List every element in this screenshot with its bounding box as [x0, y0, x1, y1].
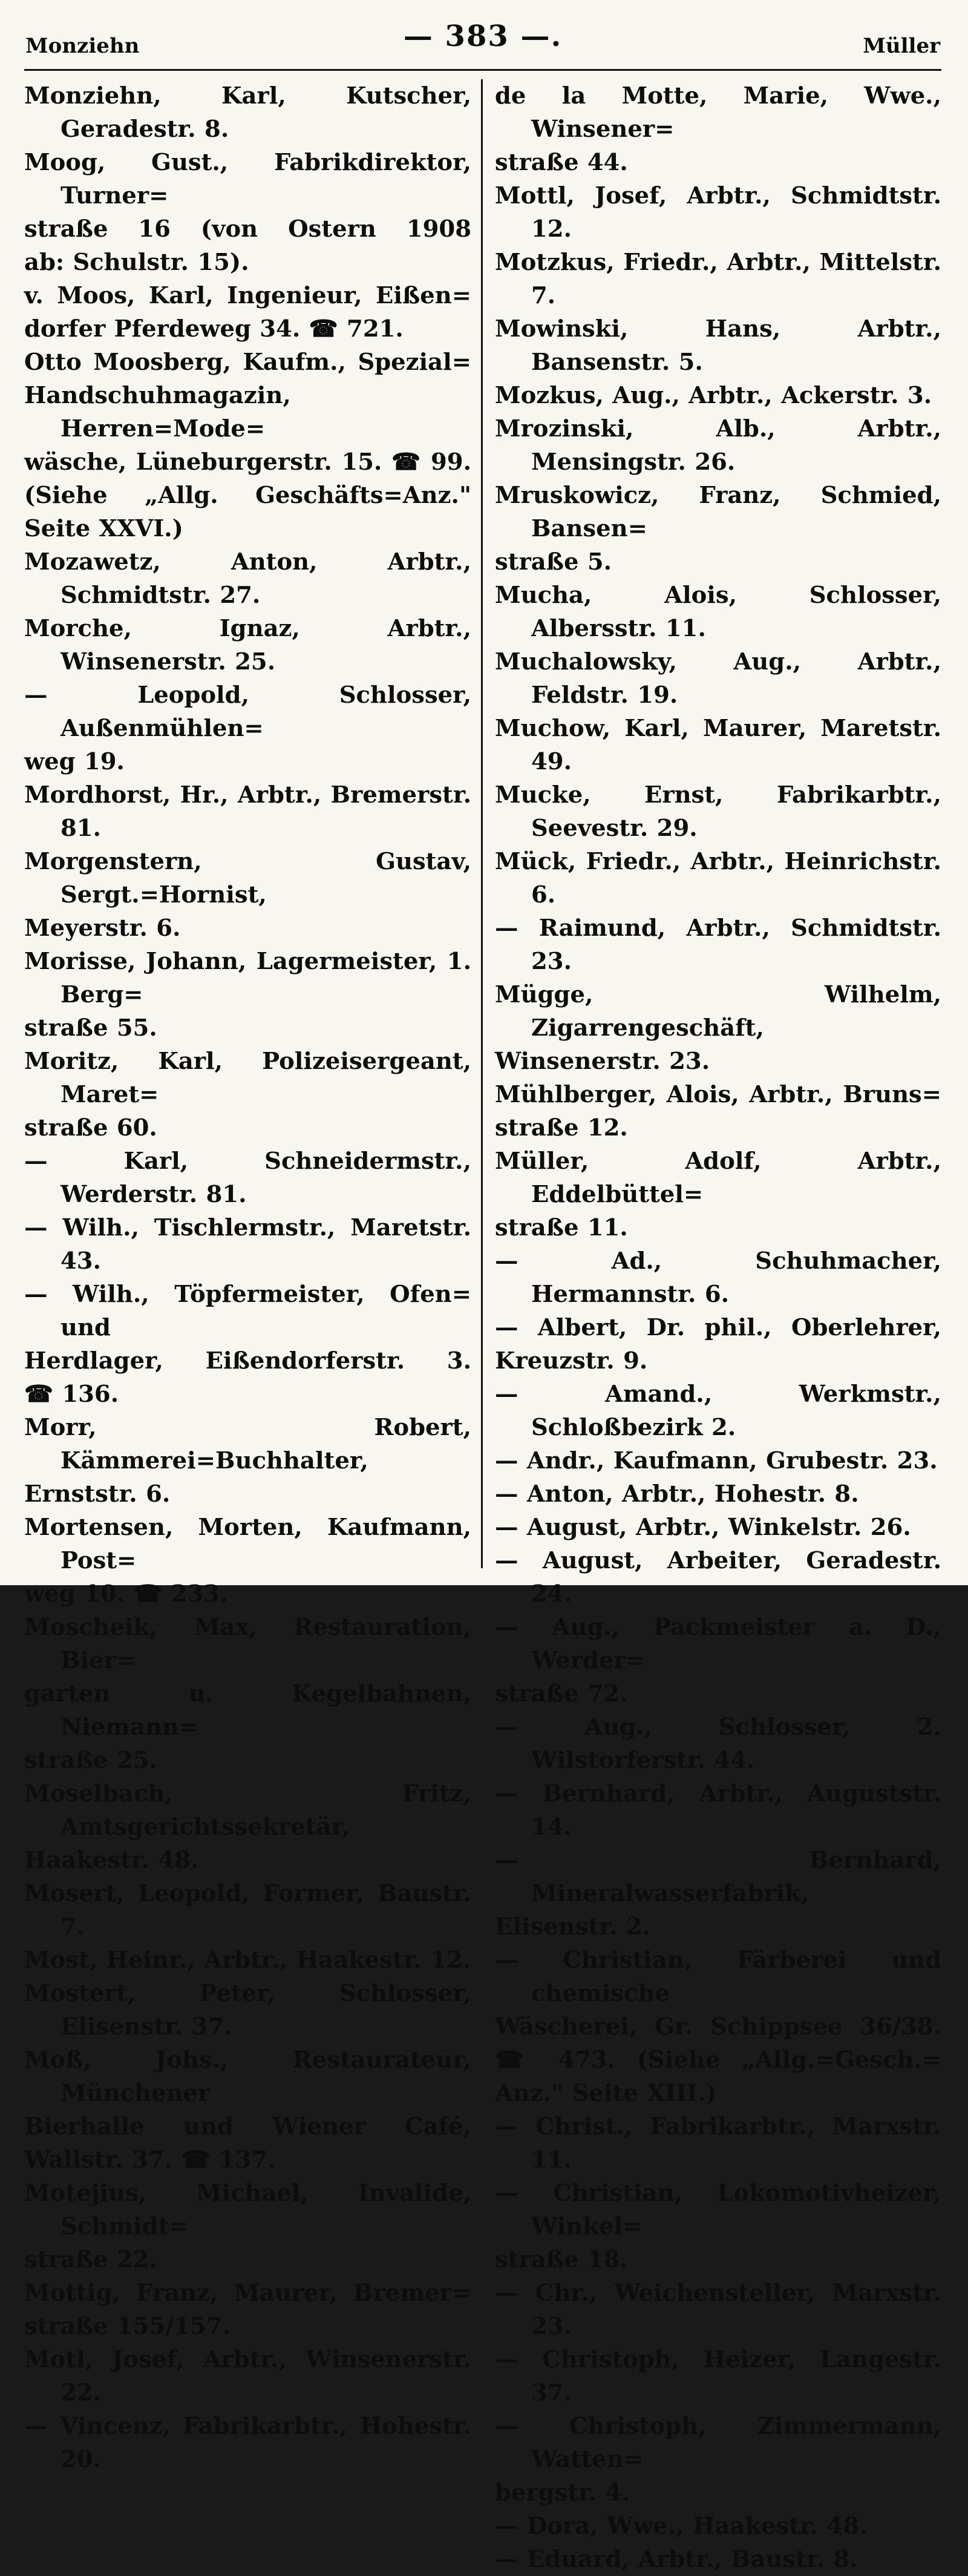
directory-entry [495, 845, 941, 912]
entry-line: de la Motte, Marie, Wwe., Winsener= [495, 82, 941, 143]
entry-line: Anz." Seite XIII.) [495, 2080, 717, 2107]
entry-line: — Wilh., Tischlermstr., Maretstr. 43. [24, 1214, 471, 1275]
directory-entry [24, 1944, 471, 1977]
entry-line: — Chr., Weichensteller, Marxstr. 23. [495, 2279, 941, 2340]
entry-line: straße 16 (von Ostern 1908 [24, 215, 471, 243]
directory-entry [24, 2410, 471, 2476]
entry-line: Mosert, Leopold, Former, Baustr. 7. [24, 1880, 471, 1940]
directory-entry [24, 2343, 471, 2410]
directory-entry [24, 845, 471, 945]
directory-entry [495, 2543, 941, 2576]
entry-line: straße 18. [495, 2246, 628, 2273]
entry-line: Motejius, Michael, Invalide, Schmidt= [24, 2180, 471, 2240]
entry-line: weg 10. ☎ 233. [24, 1580, 228, 1608]
entry-line: Motl, Josef, Arbtr., Winsenerstr. 22. [24, 2346, 471, 2407]
columns [24, 79, 941, 2573]
entry-line: straße 5. [495, 548, 612, 576]
entry-line: Moog, Gust., Fabrikdirektor, Turner= [24, 149, 471, 209]
directory-entry [495, 412, 941, 479]
entry-line: Most, Heinr., Arbtr., Haakestr. 12. [24, 1947, 471, 1974]
entry-line: Meyerstr. 6. [24, 915, 181, 942]
entry-line: straße 72. [495, 1680, 628, 1707]
entry-line: Morr, Robert, Kämmerei=Buchhalter, [24, 1414, 471, 1474]
page-number: — 383 —. [403, 19, 563, 53]
entry-line: bergstr. 4. [495, 2479, 630, 2506]
entry-line: — Bernhard, Mineralwasserfabrik, [495, 1847, 941, 1907]
directory-entry [24, 678, 471, 778]
directory-entry [24, 1977, 471, 2043]
entry-line: — Christian, Färberei und chemische [495, 1947, 941, 2007]
entry-line: Mowinski, Hans, Arbtr., Bansenstr. 5. [495, 315, 941, 376]
directory-entry [495, 712, 941, 778]
entry-line: Mottig, Franz, Maurer, Bremer= [24, 2279, 471, 2307]
directory-entry [495, 1777, 941, 1844]
entry-line: — Ad., Schuhmacher, Hermannstr. 6. [495, 1247, 941, 1308]
directory-entry [495, 2110, 941, 2177]
entry-line: Moselbach, Fritz, Amtsgerichtssekretär, [24, 1780, 471, 1841]
directory-entry [24, 79, 471, 146]
header-first-entry: Monziehn [25, 34, 140, 58]
entry-line: — Vincenz, Fabrikarbtr., Hohestr. 20. [24, 2413, 471, 2473]
directory-entry [24, 1511, 471, 1611]
directory-entry [495, 778, 941, 845]
entry-line: weg 19. [24, 748, 125, 775]
entry-line: Mordhorst, Hr., Arbtr., Bremerstr. 81. [24, 781, 471, 842]
directory-entry [24, 1211, 471, 1278]
page-header [24, 17, 941, 71]
directory-entry [495, 2509, 941, 2543]
entry-line: straße 44. [495, 149, 628, 176]
entry-line: — Christ., Fabrikarbtr., Marxstr. 11. [495, 2113, 941, 2174]
directory-entry [24, 2043, 471, 2177]
entry-line: ☎ 473. (Siehe „Allg.=Gesch.= [495, 2046, 941, 2074]
entry-line: Wäscherei, Gr. Schippsee 36/38. [495, 2013, 941, 2040]
directory-entry [24, 1611, 471, 1777]
directory-entry [24, 545, 471, 612]
entry-line: — Andr., Kaufmann, Grubestr. 23. [495, 1447, 938, 1474]
entry-line: — Christoph, Zimmermann, Watten= [495, 2413, 941, 2473]
entry-line: — Karl, Schneidermstr., Werderstr. 81. [24, 1148, 471, 1208]
directory-entry [495, 1544, 941, 1611]
entry-line: — Bernhard, Arbtr., Auguststr. 14. [495, 1780, 941, 1841]
entry-line: Mozawetz, Anton, Arbtr., Schmidtstr. 27. [24, 548, 471, 609]
entry-line: — Christoph, Heizer, Langestr. 37. [495, 2346, 941, 2407]
directory-entry [495, 1511, 941, 1544]
entry-line: Mostert, Peter, Schlosser, Elisenstr. 37. [24, 1980, 471, 2040]
directory-entry [24, 346, 471, 545]
entry-line: ☎ 136. [24, 1381, 119, 1408]
entry-line: straße 55. [24, 1014, 157, 1042]
directory-entry [495, 579, 941, 645]
directory-entry [495, 79, 941, 179]
entry-line: straße 25. [24, 1747, 157, 1774]
directory-entry [24, 1777, 471, 1877]
directory-entry [24, 1045, 471, 1145]
entry-line: — Anton, Arbtr., Hohestr. 8. [495, 1480, 859, 1508]
entry-line: — Leopold, Schlosser, Außenmühlen= [24, 682, 471, 742]
header-last-entry: Müller [863, 34, 940, 58]
directory-entry [24, 146, 471, 279]
entry-line: garten u. Kegelbahnen, Niemann= [24, 1680, 471, 1741]
entry-line: Monziehn, Karl, Kutscher, Geradestr. 8. [24, 82, 471, 143]
entry-line: — Eduard, Arbtr., Baustr. 8. [495, 2546, 858, 2573]
entry-line: Mück, Friedr., Arbtr., Heinrichstr. 6. [495, 848, 941, 908]
directory-entry [24, 1411, 471, 1511]
directory-entry [24, 945, 471, 1045]
entry-line: Mrozinski, Alb., Arbtr., Mensingstr. 26. [495, 415, 941, 476]
entry-line: Muchow, Karl, Maurer, Maretstr. 49. [495, 715, 941, 775]
entry-line: Mruskowicz, Franz, Schmied, Bansen= [495, 482, 941, 542]
directory-entry [495, 912, 941, 978]
entry-line: Morisse, Johann, Lagermeister, 1. Berg= [24, 948, 471, 1008]
directory-entry [495, 1145, 941, 1244]
directory-entry [24, 279, 471, 346]
entry-line: (Siehe „Allg. Geschäfts=Anz." [24, 482, 471, 509]
entry-line: Moritz, Karl, Polizeisergeant, Maret= [24, 1048, 471, 1108]
directory-entry [495, 2177, 941, 2276]
entry-line: Moß, Johs., Restaurateur, Münchener [24, 2046, 471, 2107]
directory-entry [495, 1244, 941, 1311]
directory-entry [495, 2410, 941, 2509]
entry-line: — Amand., Werkmstr., Schloßbezirk 2. [495, 1381, 941, 1441]
directory-entry [495, 1477, 941, 1511]
directory-entry [495, 1078, 941, 1145]
entry-line: Elisenstr. 2. [495, 1913, 650, 1940]
entry-line: straße 155/157. [24, 2313, 231, 2340]
entry-line: Ernststr. 6. [24, 1480, 171, 1508]
entry-line: — Albert, Dr. phil., Oberlehrer, [495, 1314, 941, 1341]
entry-line: Motzkus, Friedr., Arbtr., Mittelstr. 7. [495, 249, 941, 309]
directory-entry [24, 612, 471, 678]
entry-line: Wallstr. 37. ☎ 137. [24, 2146, 276, 2174]
entry-line: Mortensen, Morten, Kaufmann, Post= [24, 1514, 471, 1574]
entry-line: Otto Moosberg, Kaufm., Spezial= [24, 349, 471, 376]
entry-line: Herdlager, Eißendorferstr. 3. [24, 1347, 471, 1375]
entry-line: Seite XXVI.) [24, 515, 183, 542]
entry-line: Müller, Adolf, Arbtr., Eddelbüttel= [495, 1148, 941, 1208]
entry-line: Mottl, Josef, Arbtr., Schmidtstr. 12. [495, 182, 941, 243]
entry-line: Morche, Ignaz, Arbtr., Winsenerstr. 25. [24, 615, 471, 675]
entry-line: ab: Schulstr. 15). [24, 249, 249, 276]
directory-entry [495, 1944, 941, 2110]
directory-entry [495, 2276, 941, 2343]
directory-entry [495, 379, 941, 412]
directory-entry [495, 1444, 941, 1477]
entry-line: — August, Arbtr., Winkelstr. 26. [495, 1514, 911, 1541]
directory-entry [24, 1278, 471, 1411]
directory-entry [24, 778, 471, 845]
directory-entry [495, 246, 941, 312]
entry-line: straße 22. [24, 2246, 157, 2273]
entry-line: Mozkus, Aug., Arbtr., Ackerstr. 3. [495, 382, 932, 409]
entry-line: Mühlberger, Alois, Arbtr., Bruns= [495, 1081, 941, 1108]
entry-line: v. Moos, Karl, Ingenieur, Eißen= [24, 282, 471, 309]
entry-line: Winsenerstr. 23. [495, 1048, 710, 1075]
entry-line: — Christian, Lokomotivheizer, Winkel= [495, 2180, 941, 2240]
directory-entry [24, 1877, 471, 1944]
entry-line: Handschuhmagazin, Herren=Mode= [24, 382, 291, 442]
entry-line: dorfer Pferdeweg 34. ☎ 721. [24, 315, 404, 343]
entry-line: Mucha, Alois, Schlosser, Albersstr. 11. [495, 582, 941, 642]
directory-entry [24, 2276, 471, 2343]
directory-entry [495, 1378, 941, 1444]
entry-line: Kreuzstr. 9. [495, 1347, 648, 1375]
entry-line: straße 11. [495, 1214, 628, 1241]
entry-line: Mucke, Ernst, Fabrikarbtr., Seevestr. 29. [495, 781, 941, 842]
entry-line: Haakestr. 48. [24, 1847, 199, 1874]
directory-entry [495, 1844, 941, 1944]
directory-entry [24, 2177, 471, 2276]
entry-line: — Aug., Packmeister a. D., Werder= [495, 1614, 941, 1674]
entry-line: — Wilh., Töpfermeister, Ofen= und [24, 1281, 471, 1341]
directory-entry [495, 1710, 941, 1777]
entry-line: Bierhalle und Wiener Café, [24, 2113, 471, 2140]
entry-line: Morgenstern, Gustav, Sergt.=Hornist, [24, 848, 471, 908]
right-column [483, 79, 941, 2573]
entry-line: Moscheik, Max, Restauration, Bier= [24, 1614, 471, 1674]
directory-entry [495, 479, 941, 579]
left-column [24, 79, 483, 2473]
entry-line: wäsche, Lüneburgerstr. 15. ☎ 99. [24, 448, 471, 476]
directory-entry [495, 978, 941, 1078]
entry-line: — Aug., Schlosser, 2. Wilstorferstr. 44. [495, 1714, 941, 1774]
entry-line: Mügge, Wilhelm, Zigarrengeschäft, [495, 981, 941, 1042]
directory-entry [495, 179, 941, 246]
entry-line: Muchalowsky, Aug., Arbtr., Feldstr. 19. [495, 648, 941, 709]
directory-entry [495, 1611, 941, 1710]
directory-entry [495, 1311, 941, 1378]
directory-entry [24, 1145, 471, 1211]
entry-line: — Raimund, Arbtr., Schmidtstr. 23. [495, 915, 941, 975]
directory-entry [495, 645, 941, 712]
entry-line: straße 60. [24, 1114, 157, 1142]
directory-entry [495, 312, 941, 379]
entry-line: — August, Arbeiter, Geradestr. 24. [495, 1547, 941, 1608]
entry-line: straße 12. [495, 1114, 628, 1142]
entry-line: — Dora, Wwe., Haakestr. 48. [495, 2512, 868, 2540]
directory-entry [495, 2343, 941, 2410]
